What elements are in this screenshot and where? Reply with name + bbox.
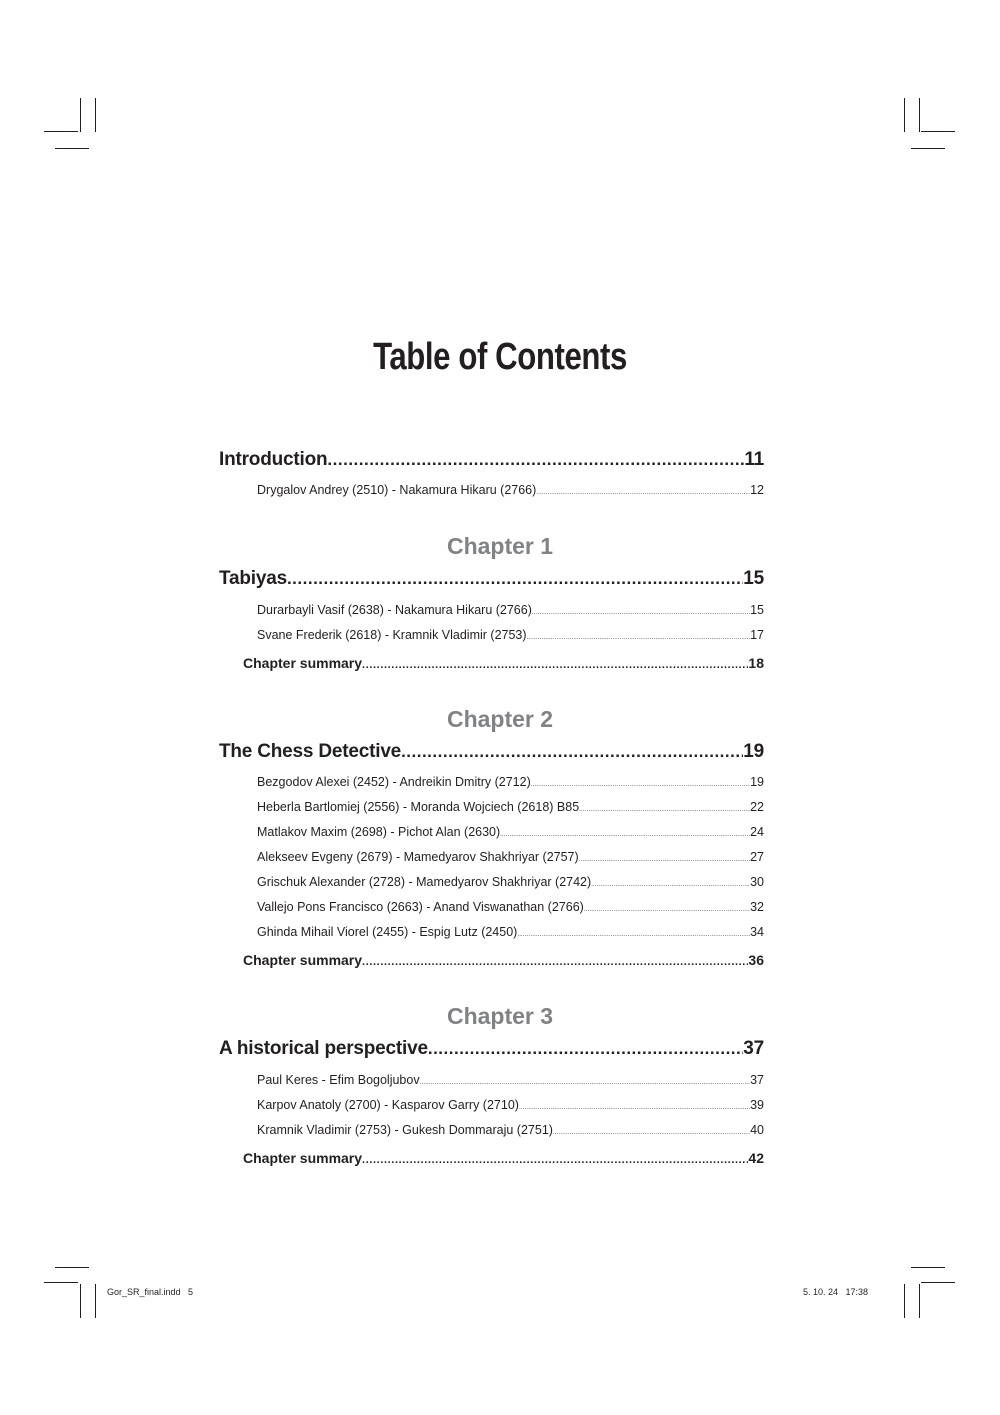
- slug-date-time: 5. 10. 24 17:38: [803, 1287, 869, 1297]
- toc-game-label: Vallejo Pons Francisco (2663) - Anand Viswanathan (2766): [257, 900, 584, 914]
- dot-leader: [527, 635, 751, 641]
- toc-game-label: Ghinda Mihail Viorel (2455) - Espig Lutz (2450): [257, 925, 518, 939]
- crop-mark: [911, 148, 945, 149]
- toc-game-label: Drygalov Andrey (2510) - Nakamura Hikaru (2766): [257, 483, 537, 497]
- toc-page-number: 15: [750, 603, 764, 617]
- chapter-heading: Chapter 2: [446, 706, 554, 732]
- toc-game-label: Grischuk Alexander (2728) - Mamedyarov Shakhriyar (2742): [257, 875, 592, 889]
- crop-mark: [919, 98, 920, 132]
- dot-leader: [531, 782, 750, 788]
- dot-leader: [579, 857, 750, 863]
- toc-page-number: 22: [750, 800, 764, 814]
- toc-page-number: 32: [750, 900, 764, 914]
- crop-mark: [95, 98, 96, 132]
- crop-mark: [80, 98, 81, 132]
- toc-section-label: The Chess Detective: [219, 741, 402, 762]
- toc-page-number: 34: [750, 925, 764, 939]
- toc-game-label: Heberla Bartlomiej (2556) - Moranda Wojciech (2618) B85: [257, 800, 580, 814]
- toc-section-historical-perspective[interactable]: [219, 1038, 764, 1064]
- toc-game-entry[interactable]: [257, 1073, 764, 1091]
- toc-game-entry[interactable]: [257, 925, 764, 943]
- dot-leader: [362, 659, 748, 671]
- toc-section-tabiyas[interactable]: [219, 568, 764, 594]
- toc-game-label: Bezgodov Alexei (2452) - Andreikin Dmitry (2712): [257, 775, 531, 789]
- toc-game-entry[interactable]: [257, 775, 764, 793]
- page-title: Table of Contents: [373, 336, 627, 378]
- dot-leader: [579, 807, 750, 813]
- toc-page-number: 40: [750, 1123, 764, 1137]
- toc-game-label: Karpov Anatoly (2700) - Kasparov Garry (2710): [257, 1098, 519, 1112]
- toc-chapter-summary[interactable]: [243, 655, 764, 675]
- crop-mark: [921, 131, 955, 132]
- crop-mark: [44, 131, 78, 132]
- toc-page-number: 18: [748, 655, 764, 671]
- crop-mark: [911, 1267, 945, 1268]
- toc-page-number: 37: [743, 1038, 764, 1059]
- toc-game-entry[interactable]: [257, 850, 764, 868]
- toc-page-number: 30: [750, 875, 764, 889]
- toc-page-number: 17: [750, 628, 764, 642]
- dot-leader: [519, 1105, 750, 1111]
- dot-leader: [420, 1080, 751, 1086]
- crop-mark: [919, 1284, 920, 1318]
- toc-page-number: 19: [750, 775, 764, 789]
- toc-game-entry[interactable]: [257, 875, 764, 893]
- toc-page-number: 37: [750, 1073, 764, 1087]
- toc-page-number: 42: [748, 1150, 764, 1166]
- toc-game-entry[interactable]: [257, 1123, 764, 1141]
- dot-leader: [517, 932, 750, 938]
- toc-page-number: 24: [750, 825, 764, 839]
- toc-game-label: Kramnik Vladimir (2753) - Gukesh Dommaraju (2751): [257, 1123, 553, 1137]
- toc-section-label: Tabiyas: [219, 568, 287, 589]
- chapter-heading: Chapter 1: [446, 533, 554, 559]
- toc-section-label: Introduction: [219, 449, 328, 470]
- crop-mark: [921, 1282, 955, 1283]
- dot-leader: [287, 569, 743, 589]
- dot-leader: [591, 882, 750, 888]
- toc-summary-label: Chapter summary: [243, 952, 363, 968]
- toc-section-label: A historical perspective: [219, 1038, 428, 1059]
- toc-chapter-summary[interactable]: [243, 952, 764, 972]
- dot-leader: [532, 610, 750, 616]
- dot-leader: [553, 1130, 750, 1136]
- crop-mark: [904, 98, 905, 132]
- dot-leader: [401, 742, 743, 762]
- slug-file-name: Gor_SR_final.indd 5: [107, 1287, 194, 1297]
- toc-game-entry[interactable]: [257, 603, 764, 621]
- toc-page-number: 15: [743, 568, 764, 589]
- dot-leader: [500, 832, 750, 838]
- toc-summary-label: Chapter summary: [243, 1150, 363, 1166]
- toc-game-label: Svane Frederik (2618) - Kramnik Vladimir (2753): [257, 628, 527, 642]
- dot-leader: [428, 1039, 743, 1059]
- toc-summary-label: Chapter summary: [243, 655, 363, 671]
- crop-mark: [95, 1284, 96, 1318]
- toc-game-label: Durarbayli Vasif (2638) - Nakamura Hikaru (2766): [257, 603, 532, 617]
- dot-leader: [584, 907, 750, 913]
- crop-mark: [55, 148, 89, 149]
- toc-page-number: 36: [748, 952, 764, 968]
- toc-page-number: 39: [750, 1098, 764, 1112]
- toc-game-label: Paul Keres - Efim Bogoljubov: [257, 1073, 420, 1087]
- toc-page-number: 11: [744, 449, 764, 470]
- toc-section-chess-detective[interactable]: [219, 741, 764, 767]
- toc-game-entry[interactable]: [257, 628, 764, 646]
- dot-leader: [536, 490, 750, 496]
- toc-game-entry[interactable]: [257, 825, 764, 843]
- toc-game-entry[interactable]: [257, 900, 764, 918]
- toc-game-entry[interactable]: [257, 1098, 764, 1116]
- toc-game-entry[interactable]: [257, 483, 764, 501]
- crop-mark: [55, 1267, 89, 1268]
- crop-mark: [904, 1284, 905, 1318]
- toc-game-label: Matlakov Maxim (2698) - Pichot Alan (2630): [257, 825, 501, 839]
- toc-section-introduction[interactable]: [219, 449, 764, 475]
- toc-chapter-summary[interactable]: [243, 1150, 764, 1170]
- dot-leader: [362, 956, 748, 968]
- crop-mark: [80, 1284, 81, 1318]
- dot-leader: [362, 1154, 748, 1166]
- toc-game-entry[interactable]: [257, 800, 764, 818]
- chapter-heading: Chapter 3: [446, 1003, 554, 1029]
- crop-mark: [44, 1282, 78, 1283]
- toc-page-number: 12: [750, 483, 764, 497]
- toc-game-label: Alekseev Evgeny (2679) - Mamedyarov Shakhriyar (2757): [257, 850, 579, 864]
- toc-page-number: 27: [750, 850, 764, 864]
- dot-leader: [327, 450, 744, 470]
- toc-page-number: 19: [743, 741, 764, 762]
